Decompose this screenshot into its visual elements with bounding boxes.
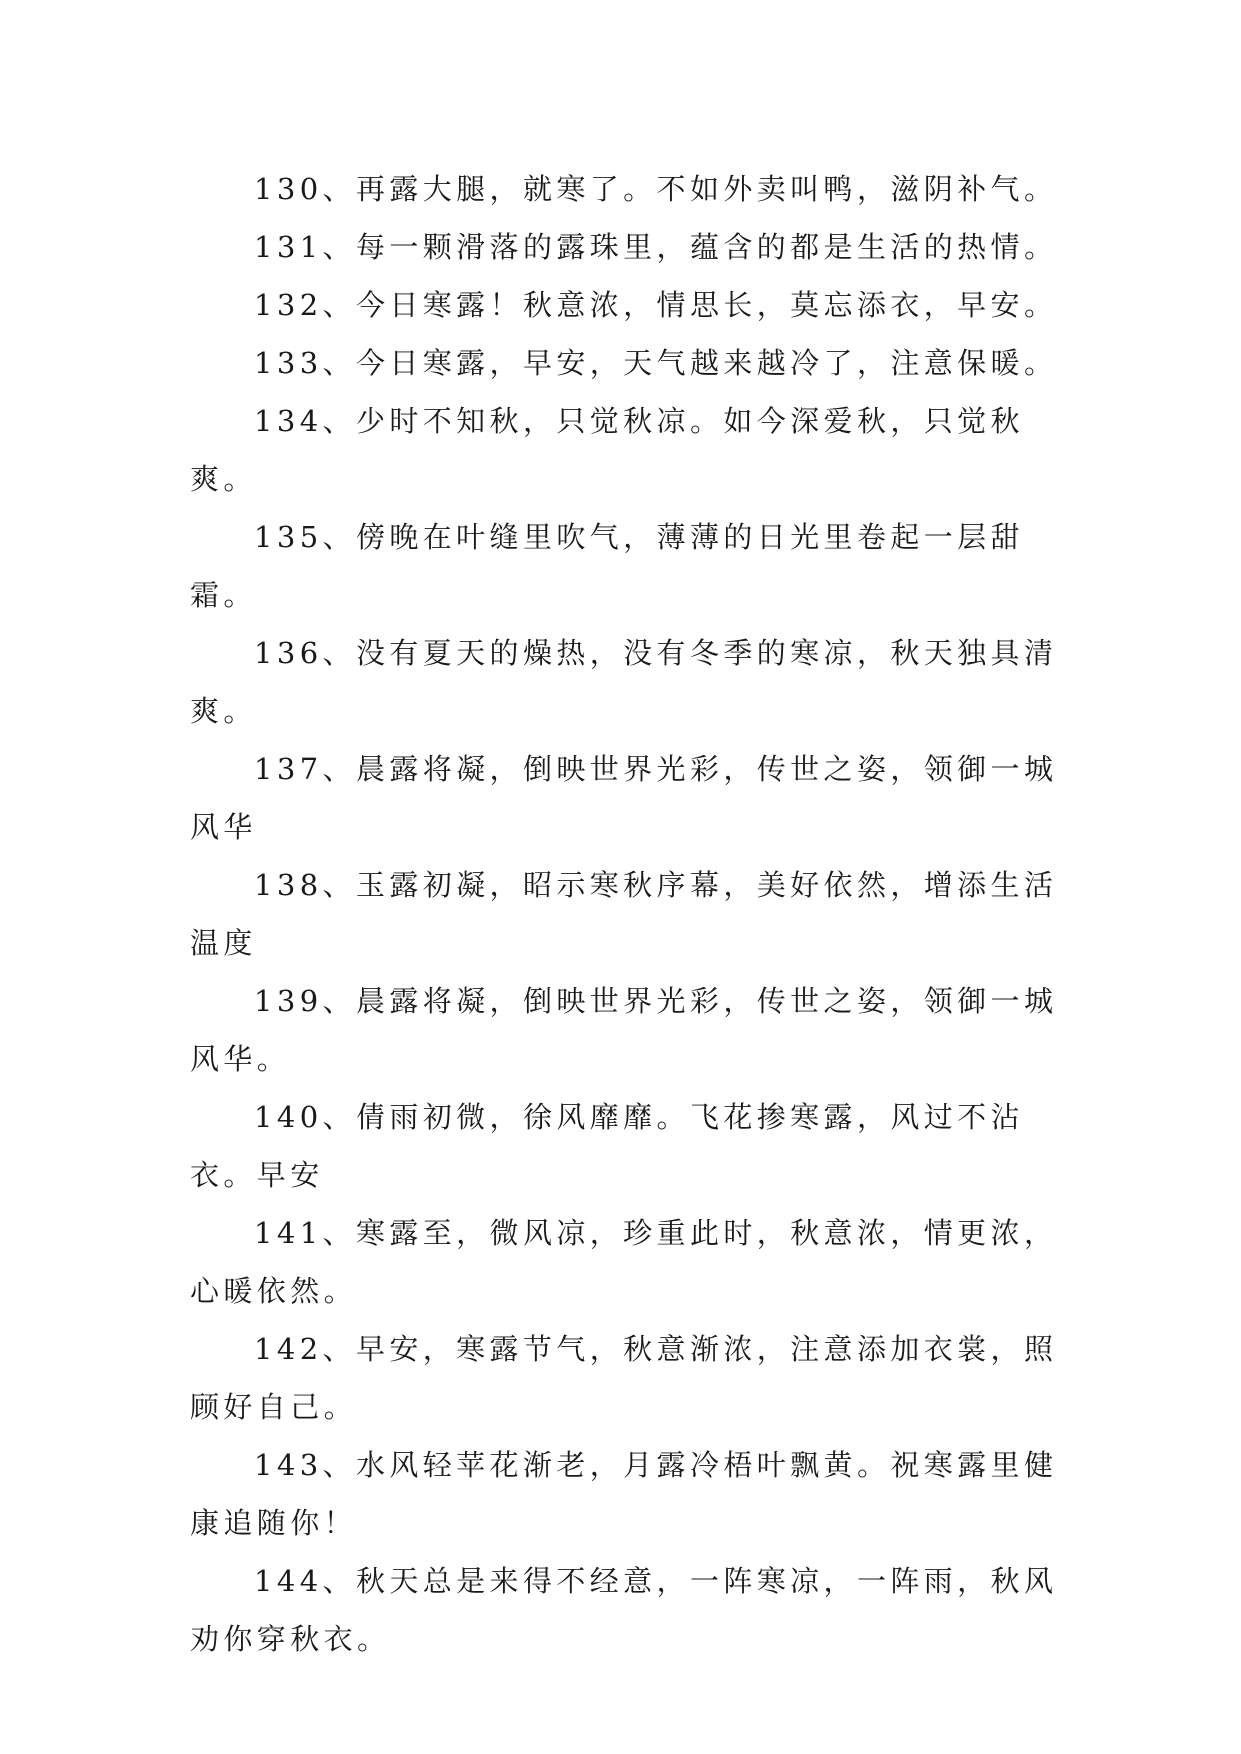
paragraph-141: 141、寒露至，微风凉，珍重此时，秋意浓，情更浓，心暖依然。	[190, 1216, 1058, 1308]
document-body	[190, 160, 1060, 1668]
paragraph-143: 143、水风轻苹花渐老，月露冷梧叶飘黄。祝寒露里健康追随你！	[190, 1448, 1058, 1540]
paragraph-139: 139、晨露将凝，倒映世界光彩，传世之姿，领御一城风华。	[190, 984, 1058, 1076]
paragraph-135: 135、傍晚在叶缝里吹气，薄薄的日光里卷起一层甜霜。	[190, 520, 1024, 612]
paragraph-142: 142、早安，寒露节气，秋意渐浓，注意添加衣裳，照顾好自己。	[190, 1332, 1058, 1424]
paragraph-132: 132、今日寒露！秋意浓，情思长，莫忘添衣，早安。	[254, 288, 1058, 322]
paragraph-137: 137、晨露将凝，倒映世界光彩，传世之姿，领御一城风华	[190, 752, 1058, 844]
paragraph-140: 140、倩雨初微，徐风靡靡。飞花掺寒露，风过不沾衣。早安	[190, 1100, 1024, 1192]
paragraph-133: 133、今日寒露，早安，天气越来越冷了，注意保暖。	[254, 346, 1058, 380]
paragraph-130: 130、再露大腿，就寒了。不如外卖叫鸭，滋阴补气。	[254, 172, 1058, 206]
paragraph-131: 131、每一颗滑落的露珠里，蕴含的都是生活的热情。	[254, 230, 1058, 264]
paragraph-144: 144、秋天总是来得不经意，一阵寒凉，一阵雨，秋风劝你穿秋衣。	[190, 1564, 1058, 1656]
paragraph-134: 134、少时不知秋，只觉秋凉。如今深爱秋，只觉秋爽。	[190, 404, 1024, 496]
paragraph-136: 136、没有夏天的燥热，没有冬季的寒凉，秋天独具清爽。	[190, 636, 1058, 728]
paragraph-138: 138、玉露初凝，昭示寒秋序幕，美好依然，增添生活温度	[190, 868, 1058, 960]
